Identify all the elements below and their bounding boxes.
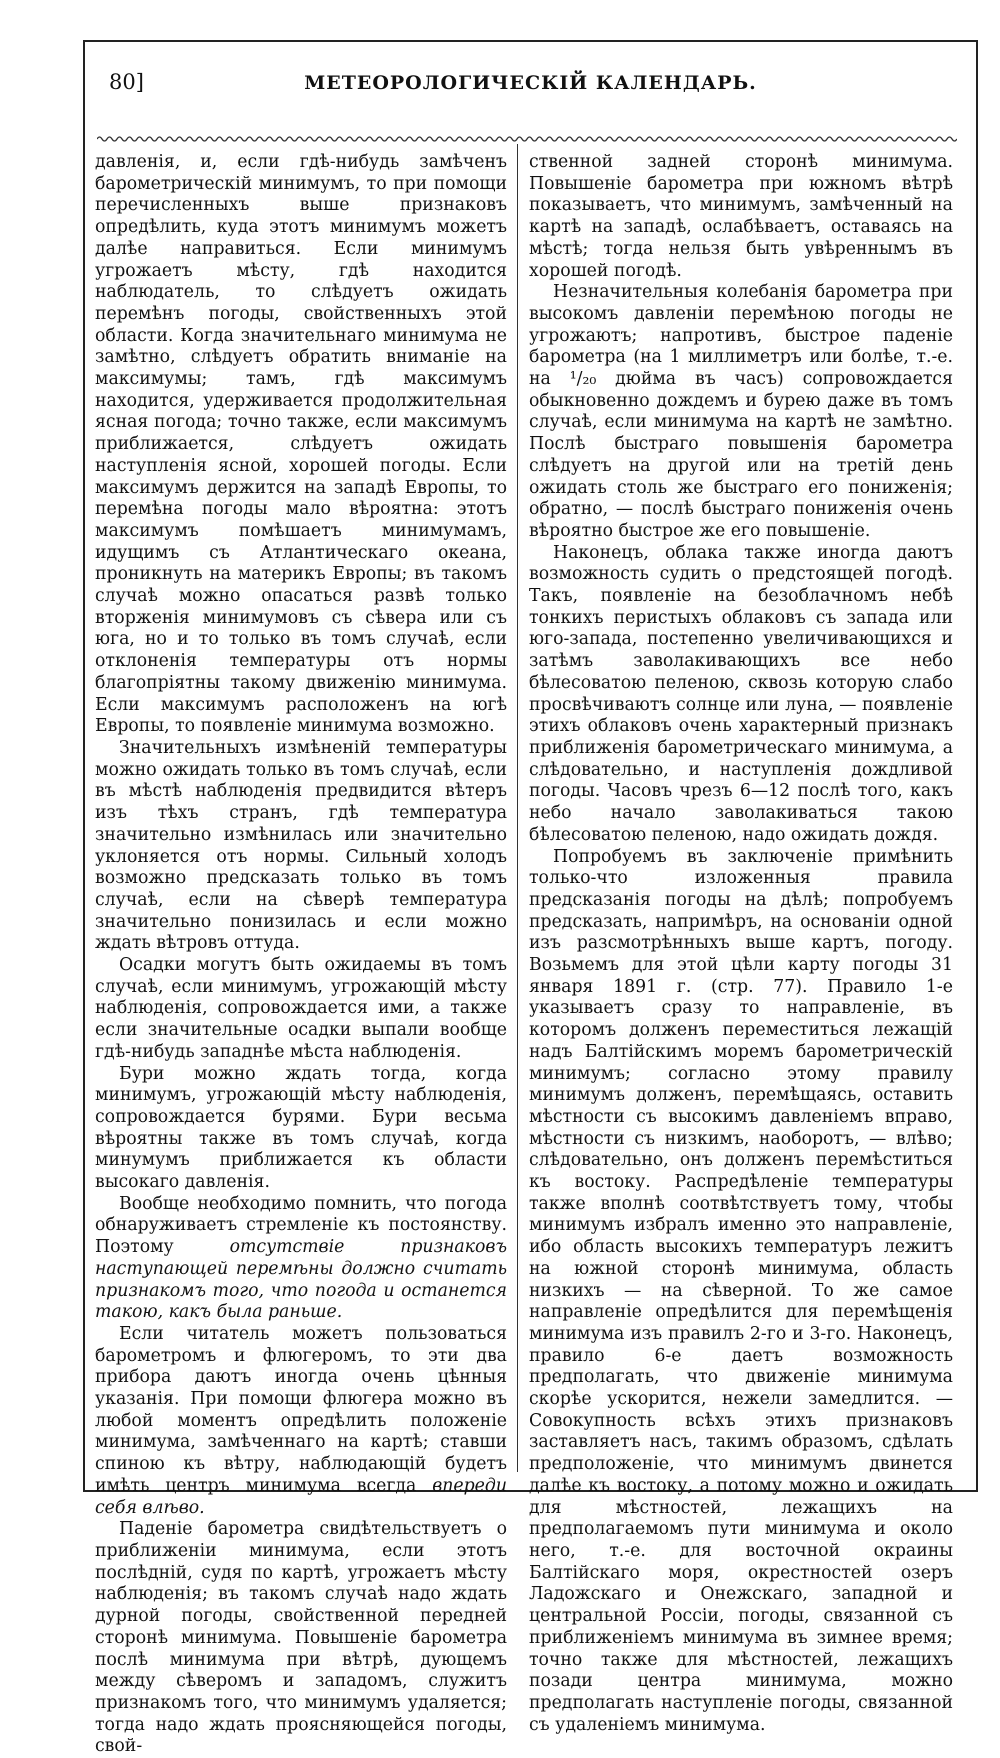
paragraph: Паденіе барометра свидѣтельствуетъ о приближеніи минимума, если этотъ послѣдній, судя по картѣ, угрожаетъ мѣсту наблюденія; въ такомъ случаѣ надо ждать дурной погоды, свойственной передней сторонѣ минимума. Повышеніе барометра послѣ минимума при вѣтрѣ, дующемъ между сѣверомъ и западомъ, служитъ признакомъ того, что минимумъ удаляется; тогда надо ждать проясняющейся погоды, свой- [95,1519,507,1757]
running-title: МЕТЕОРОЛОГИЧЕСКІЙ КАЛЕНДАРЬ. [304,72,757,94]
paragraph: Если читатель можетъ пользоваться барометромъ и флюгеромъ, то эти два прибора даютъ иногда очень цѣнныя указанія. При помощи флюгера можно въ любой моментъ опредѣлить положеніе минимума, замѣченнаго на картѣ; ставши спиною къ вѣтру, наблюдающій будетъ имѣть центръ минимума всегда впереди себя влѣво. [95,1323,507,1518]
italic-emphasis: впереди себя влѣво. [95,1475,507,1518]
page-header [109,70,952,102]
paragraph: Незначительныя колебанія барометра при высокомъ давленіи перемѣною погоды не угрожаютъ; напротивъ, быстрое паденіе барометра (на 1 миллиметръ или болѣе, т.-е. на ¹/₂₀ дюйма въ часъ) сопровождается обыкновенно дождемъ и бурею даже въ томъ случаѣ, если минимума на картѣ не замѣтно. Послѣ быстраго повышенія барометра слѣдуетъ на другой или на третій день ожидать столь же быстраго его пониженія; обратно, — послѣ быстраго пониженія очень вѣроятно быстрое же его повышеніе. [529,282,953,541]
paragraph: Наконецъ, облака также иногда даютъ возможность судить о предстоящей погодѣ. Такъ, появленіе на безоблачномъ небѣ тонкихъ перистыхъ облаковъ съ запада или юго-запада, постепенно увеличивающихся и затѣмъ заволакивающихъ все небо бѣлесоватою пеленою, сквозь которую слабо просвѣчиваютъ солнце или луна, — появленіе этихъ облаковъ очень характерный признакъ приближенія барометрическаго минимума, а слѣдовательно, и наступленія дождливой погоды. Часовъ чрезъ 6—12 послѣ того, какъ небо начало заволакиваться такою бѣлесоватою пеленою, надо ожидать дождя. [529,542,953,845]
paragraph: Попробуемъ въ заключеніе примѣнить только-что изложенныя правила предсказанія погоды на дѣлѣ; попробуемъ предсказать, напримѣръ, на основаніи одной изъ разсмотрѣнныхъ выше картъ, погоду. Возьмемъ для этой цѣли карту погоды 31 января 1891 г. (стр. 77). Правило 1-е указываетъ сразу то направленіе, въ которомъ долженъ переместиться лежащій надъ Балтійскимъ моремъ барометрическій минимумъ; согласно этому правилу минимумъ долженъ, перемѣщаясь, оставить мѣстности съ высокимъ давленіемъ вправо, мѣстности съ низкимъ, наоборотъ, — влѣво; слѣдовательно, онъ долженъ перемѣститься къ востоку. Распредѣленіе температуры также вполнѣ соотвѣтствуетъ тому, чтобы минимумъ избралъ именно это направленіе, ибо область высокихъ температуръ лежитъ на южной сторонѣ минимума, область низкихъ — на сѣверной. То же самое направленіе опредѣлится для перемѣщенія минимума изъ правилъ 2-го и 3-го. Наконецъ, правило 6-е даетъ возможность предполагать, что движеніе минимума скорѣе ускорится, нежели замедлится. — Совокупность всѣхъ этихъ признаковъ заставляетъ насъ, такимъ образомъ, сдѣлать предположеніе, что минимумъ двинется далѣе къ востоку, а потому можно и ожидать для мѣстностей, лежащихъ на предполагаемомъ пути минимума и около него, т.-е. для восточной окраины Балтійскаго моря, окрестностей озеръ Ладожскаго и Онежскаго, западной и центральной Россіи, погоды, связанной съ приближеніемъ минимума въ зимнее время; точно также для мѣстностей, лежащихъ позади центра минимума, можно предполагать наступленіе погоды, связанной съ удаленіемъ минимума. [529,846,953,1735]
left-column [95,152,507,1758]
column-divider [517,144,518,1472]
header-wavy-rule [97,134,957,144]
paragraph: Бури можно ждать тогда, когда минимумъ, угрожающій мѣсту наблюденія, сопровождается бурями. Бури весьма вѣроятны также въ томъ случаѣ, когда минумумъ приближается къ области высокаго давленія. [95,1063,507,1193]
page-frame [83,40,978,1757]
paragraph: ственной задней сторонѣ минимума. Повышеніе барометра при южномъ вѣтрѣ показываетъ, что минимумъ, замѣченный на картѣ на западѣ, ослабѣваетъ, оставаясь на мѣстѣ; тогда нельзя быть увѣреннымъ въ хорошей погодѣ. [529,152,953,281]
paragraph: давленія, и, если гдѣ-нибудь замѣченъ барометрическій минимумъ, то при помощи перечисленныхъ выше признаковъ опредѣлить, куда этотъ минимумъ можетъ далѣе направиться. Если минимумъ угрожаетъ мѣсту, гдѣ находится наблюдатель, то слѣдуетъ ожидать перемѣнъ погоды, свойственныхъ этой области. Когда значительнаго минимума не замѣтно, слѣдуетъ обратить вниманіе на максимумы; тамъ, гдѣ максимумъ находится, удерживается продолжительная ясная погода; точно также, если максимумъ приближается, слѣдуетъ ожидать наступленія ясной, хорошей погоды. Если максимумъ держится на западѣ Европы, то перемѣна погоды мало вѣроятна: этотъ максимумъ помѣшаетъ минимумамъ, идущимъ съ Атлантическаго океана, проникнуть на материкъ Европы; въ такомъ случаѣ можно опасаться развѣ только вторженія минимумовъ съ сѣвера или съ юга, но и то только въ томъ случаѣ, если отклоненія температуры отъ нормы благопріятны такому движенію минимума. Если максимумъ расположенъ на югѣ Европы, то появленіе минимума возможно. [95,152,507,737]
paragraph: Значительныхъ измѣненій температуры можно ожидать только въ томъ случаѣ, если въ мѣстѣ наблюденія предвидится вѣтеръ изъ тѣхъ странъ, гдѣ температура значительно измѣнилась или значительно уклоняется отъ нормы. Сильный холодъ возможно предсказать только въ томъ случаѣ, если на сѣверѣ температура значительно понизилась и если можно ждать вѣтровъ оттуда. [95,737,507,954]
page-number: 80] [109,70,144,94]
right-column [529,152,953,1736]
paragraph: Вообще необходимо помнить, что погода обнаруживаетъ стремленіе къ постоянству. Поэтому отсутствіе признаковъ наступающей перемѣны должно считать признакомъ того, что погода и останется такою, какъ была раньше. [95,1193,507,1323]
italic-emphasis: отсутствіе признаковъ наступающей перемѣны должно считать признакомъ того, что погода и останется такою, какъ была раньше. [95,1237,507,1323]
paragraph: Осадки могутъ быть ожидаемы въ томъ случаѣ, если минимумъ, угрожающій мѣсту наблюденія, сопровождается ими, а также если значительные осадки выпали вообще гдѣ-нибудь западнѣе мѣста наблюденія. [95,955,507,1062]
